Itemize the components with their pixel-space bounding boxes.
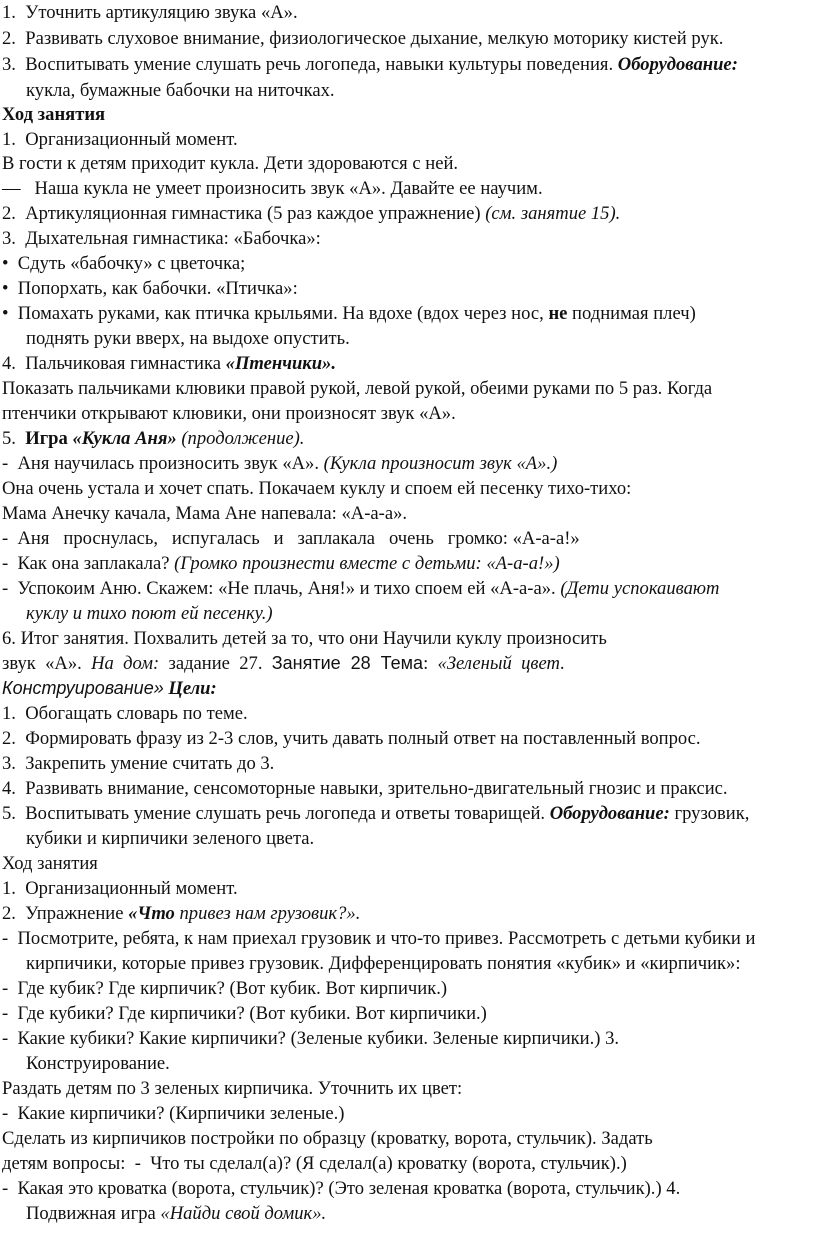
text-line (2, 1151, 816, 1176)
text-segment: • Сдуть «бабочку» с цветочка; (2, 253, 246, 274)
text-segment: кубики и кирпичики зеленого цвета. (26, 828, 315, 849)
text-segment: Оборудование: (549, 803, 670, 824)
text-segment: (продолжение). (176, 428, 305, 449)
text-segment: детям вопросы: - Что ты сделал(а)? (Я сделал(а) кроватку (ворота, стульчик).) (2, 1153, 627, 1174)
text-segment: 1. Обогащать словарь по теме. (2, 703, 248, 724)
text-segment: (Дети успокаивают (560, 578, 720, 599)
text-segment: «Птенчики». (225, 353, 337, 374)
text-segment: - Какие кирпичики? (Кирпичики зеленые.) (2, 1103, 345, 1124)
text-segment: 2. Упражнение (2, 903, 129, 924)
text-line (26, 951, 816, 976)
text-segment: куклу и тихо поют ей песенку.) (26, 603, 273, 624)
text-segment: Цели: (163, 678, 217, 699)
text-segment: 3. Дыхательная гимнастика: «Бабочка»: (2, 228, 321, 249)
text-line (2, 651, 816, 676)
text-line (2, 901, 816, 926)
text-segment: 2. Артикуляционная гимнастика (5 раз каждое упражнение) (2, 203, 486, 224)
text-line (2, 626, 816, 651)
text-segment: (Громко произнести вместе с детьми: «А-а-а!») (174, 553, 560, 574)
text-segment: задание 27. (159, 653, 272, 674)
text-segment: не (548, 303, 568, 324)
text-line (2, 26, 816, 51)
text-segment: - Аня научилась произносить звук «А». (2, 453, 324, 474)
text-line (2, 801, 816, 826)
text-line (2, 551, 816, 576)
text-line (2, 1101, 816, 1126)
text-segment: кирпичики, которые привез грузовик. Дифференцировать понятия «кубик» и «кирпичик»: (26, 953, 741, 974)
text-segment: 4. Пальчиковая гимнастика (2, 353, 226, 374)
text-line (2, 1176, 816, 1201)
text-line (2, 102, 816, 127)
text-line (2, 301, 816, 326)
text-line (26, 78, 816, 103)
text-segment: На дом: (91, 653, 160, 674)
text-segment: 1. Организационный момент. (2, 129, 238, 150)
text-line (26, 1201, 816, 1226)
text-segment: - Успокоим Аню. Скажем: «Не плачь, Аня!» и тихо споем ей «А-а-а». (2, 578, 561, 599)
text-segment: Игра (25, 428, 73, 449)
text-segment: - Какая это кроватка (ворота, стульчик)? (Это зеленая кроватка (ворота, стульчик).) 4. (2, 1178, 681, 1199)
text-segment: - Какие кубики? Какие кирпичики? (Зеленые кубики. Зеленые кирпичики.) 3. (2, 1028, 620, 1049)
text-line (2, 876, 816, 901)
text-line (2, 401, 816, 426)
text-line (26, 326, 816, 351)
text-segment: - Посмотрите, ребята, к нам приехал грузовик и что-то привез. Рассмотреть с детьми кубики и (2, 928, 756, 949)
text-segment: «Что (128, 903, 175, 924)
text-line (2, 52, 816, 77)
text-line (2, 201, 816, 226)
text-segment: поднять руки вверх, на выдохе опустить. (26, 328, 350, 349)
text-segment: 2. Формировать фразу из 2-3 слов, учить давать полный ответ на поставленный вопрос. (2, 728, 701, 749)
text-segment: 6. Итог занятия. Похвалить детей за то, что они Научили куклу произносить (2, 628, 607, 649)
text-segment: Сделать из кирпичиков постройки по образцу (кроватку, ворота, стульчик). Задать (2, 1128, 653, 1149)
text-segment: Мама Анечку качала, Мама Ане напевала: «А-а-а». (2, 503, 408, 524)
text-line (2, 376, 816, 401)
text-segment: Подвижная игра (26, 1203, 161, 1224)
text-segment: 3. Воспитывать умение слушать речь логопеда, навыки культуры поведения. (2, 54, 618, 75)
text-line (2, 851, 816, 876)
text-segment: Конструирование. (26, 1053, 170, 1074)
text-line (2, 127, 816, 152)
text-segment: Ход занятия (2, 104, 106, 125)
text-line (2, 776, 816, 801)
text-segment: • Попорхать, как бабочки. «Птичка»: (2, 278, 298, 299)
text-segment: поднимая плеч) (567, 303, 696, 324)
text-segment: 4. Развивать внимание, сенсомоторные навыки, зрительно-двигательный гнозис и праксис. (2, 778, 728, 799)
text-line (2, 976, 816, 1001)
text-segment: — Наша кукла не умеет произносить звук «А». Давайте ее научим. (2, 178, 543, 199)
text-line (2, 151, 816, 176)
text-segment: «Зеленый цвет (437, 653, 560, 674)
text-segment: грузовик, (669, 803, 750, 824)
text-segment: звук «А». (2, 653, 92, 674)
text-segment: (см. занятие 15). (485, 203, 621, 224)
text-segment: привез нам грузовик?». (174, 903, 361, 924)
text-line (2, 926, 816, 951)
text-segment: Ход занятия (2, 853, 98, 874)
text-segment: 5. Воспитывать умение слушать речь логопеда и ответы товарищей. (2, 803, 550, 824)
text-line (2, 176, 816, 201)
text-line (2, 476, 816, 501)
text-line (2, 576, 816, 601)
text-line (2, 351, 816, 376)
text-line (2, 426, 816, 451)
text-segment: . (559, 653, 565, 674)
text-line (2, 276, 816, 301)
text-line (2, 451, 816, 476)
text-segment: «Кукла Аня» (72, 428, 177, 449)
text-segment: (Кукла произносит звук «А».) (323, 453, 558, 474)
text-segment: - Как она заплакала? (2, 553, 175, 574)
text-segment: Она очень устала и хочет спать. Покачаем куклу и споем ей песенку тихо-тихо: (2, 478, 632, 499)
text-line (2, 726, 816, 751)
text-segment: кукла, бумажные бабочки на ниточках. (26, 80, 335, 101)
text-segment: В гости к детям приходит кукла. Дети здороваются с ней. (2, 153, 459, 174)
text-line (2, 1076, 816, 1101)
text-line (2, 251, 816, 276)
text-segment: 2. Развивать слуховое внимание, физиологическое дыхание, мелкую моторику кистей рук. (2, 28, 724, 49)
text-segment: - Аня проснулась, испугалась и заплакала очень громко: «А-а-а!» (2, 528, 580, 549)
text-segment: Показать пальчиками клювики правой рукой, левой рукой, обеими руками по 5 раз. Когда (2, 378, 713, 399)
text-segment: : (423, 653, 438, 674)
text-line (2, 501, 816, 526)
text-segment: птенчики открывают клювики, они произносят звук «А». (2, 403, 456, 424)
text-segment: Раздать детям по 3 зеленых кирпичика. Уточнить их цвет: (2, 1078, 463, 1099)
text-segment: - Где кубики? Где кирпичики? (Вот кубики. Вот кирпичики.) (2, 1003, 487, 1024)
text-line (2, 676, 816, 701)
text-line (2, 226, 816, 251)
text-line (2, 0, 816, 25)
text-segment: 1. Организационный момент. (2, 878, 238, 899)
text-segment: • Помахать руками, как птичка крыльями. На вдохе (вдох через нос, (2, 303, 549, 324)
text-line (26, 1051, 816, 1076)
text-segment: Оборудование: (617, 54, 738, 75)
text-line (2, 1001, 816, 1026)
text-line (26, 601, 816, 626)
text-segment: Конструирование» (2, 678, 164, 698)
text-segment: Занятие 28 Тема (271, 653, 424, 673)
text-segment: 5. (2, 428, 26, 449)
text-segment: - Где кубик? Где кирпичик? (Вот кубик. Вот кирпичик.) (2, 978, 448, 999)
text-segment: 3. Закрепить умение считать до 3. (2, 753, 275, 774)
text-line (2, 526, 816, 551)
text-line (2, 751, 816, 776)
text-segment: 1. Уточнить артикуляцию звука «А». (2, 2, 298, 23)
text-line (2, 1126, 816, 1151)
text-segment: «Найди свой домик». (160, 1203, 327, 1224)
text-line (26, 826, 816, 851)
text-line (2, 1026, 816, 1051)
text-line (2, 701, 816, 726)
